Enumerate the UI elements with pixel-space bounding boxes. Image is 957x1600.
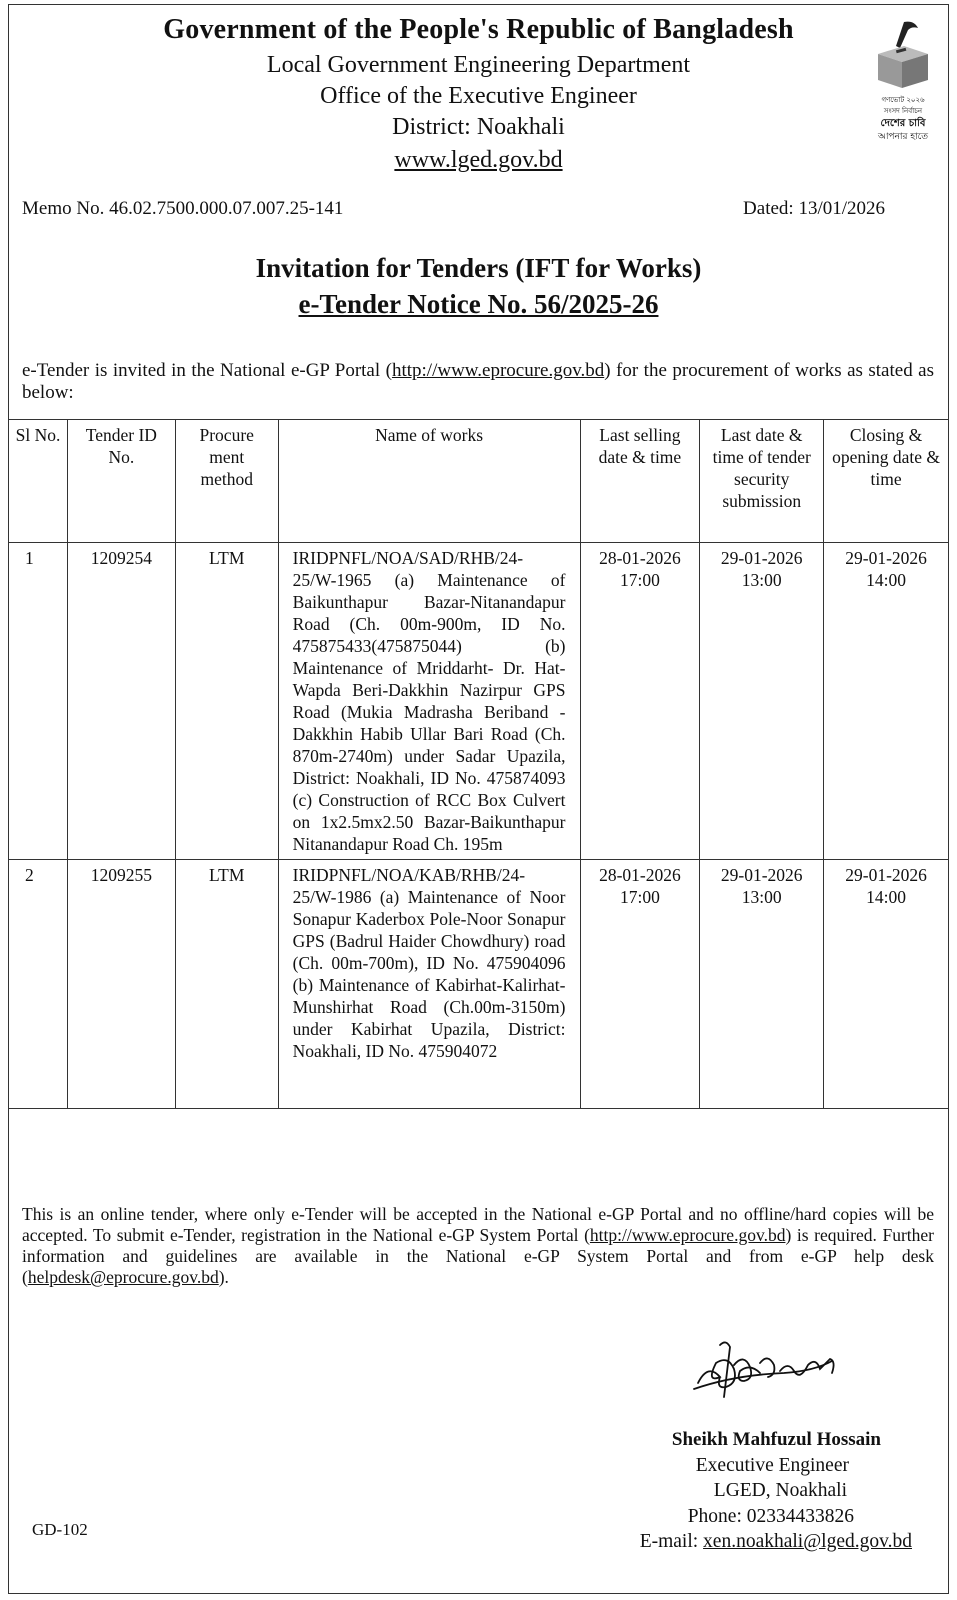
header-department: Local Government Engineering Department (266, 52, 691, 78)
logo-text-2: সংসদ নির্বাচন (883, 107, 923, 115)
table-header-row (9, 420, 949, 543)
signature (690, 1335, 860, 1405)
logo-text-1: গণভোট ২০২৬ (881, 96, 925, 104)
row-method: LTM (175, 543, 278, 860)
row-closing: 29-01-2026 14:00 (824, 543, 949, 860)
row-security: 29-01-2026 13:00 (700, 860, 824, 1109)
signatory-name: Sheikh Mahfuzul Hossain (671, 1429, 881, 1450)
footer-paragraph (22, 1204, 934, 1288)
header-government: Government of the People's Republic of Bangladesh (163, 14, 794, 45)
row-sl: 1 (9, 543, 68, 860)
header-sl: Sl No. (9, 420, 68, 543)
signatory-phone: Phone: 02334433826 (687, 1506, 854, 1527)
header-closing: Closing & opening date & time (824, 420, 949, 543)
logo-text-3: দেশের চাবি (880, 118, 926, 129)
intro-paragraph (22, 360, 934, 404)
signatory-office: LGED, Noakhali (713, 1480, 847, 1501)
footer-text-3: ). (218, 1267, 229, 1287)
signatory-email-link[interactable]: xen.noakhali@lged.gov.bd (703, 1531, 912, 1552)
header-method: Procure ment method (175, 420, 278, 543)
footer-text-1: This is an online tender, where only e-Tender will be accepted in the National e-GP Portal and no offline/hard copies will be accepted. To submit e-Tender, registration in the National e-GP System Portal ( (22, 1204, 934, 1245)
row-tender-id: 1209254 (67, 543, 175, 860)
row-works: IRIDPNFL/NOA/KAB/RHB/24-25/W-1986 (a) Maintenance of Noor Sonapur Kaderbox Pole-Noor Sonapur GPS (Badrul Haider Chowdhury) road (Ch. 00m-700m), ID No. 475904096 (b) Maintenance of Kabirhat-Kalirhat-Munshirhat Road (Ch.00m-3150m) under Kabirhat Upazila, District: Noakhali, ID No. 475904072 (278, 860, 580, 1109)
notice-number: e-Tender Notice No. 56/2025-26 (298, 289, 659, 319)
egp-portal-link[interactable]: http://www.eprocure.gov.bd (391, 360, 605, 381)
footer-text-2: ) is required. Further information and guidelines are available in the National e-GP System Portal and from e-GP help desk ( (22, 1225, 934, 1287)
row-selling: 28-01-2026 17:00 (580, 543, 700, 860)
memo-number: Memo No. 46.02.7500.000.07.007.25-141 (22, 198, 344, 219)
row-selling: 28-01-2026 17:00 (580, 860, 700, 1109)
notice-title: Invitation for Tenders (IFT for Works) (255, 253, 702, 283)
row-sl: 2 (9, 860, 68, 1109)
header-tender-id: Tender ID No. (67, 420, 175, 543)
row-works: IRIDPNFL/NOA/SAD/RHB/24-25/W-1965 (a) Maintenance of Baikunthapur Bazar-Nitanandapur Road (Ch. 00m-900m, ID No. 475875433(475875044) (b) Maintenance of Mriddarht- Dr. Hat-Wapda Beri-Dakkhin Nazirpur GPS Road (Mukia Madrasha Beriband - Dakkhin Habib Ullar Bari Road (Ch. 870m-2740m) under Sadar Upazila, District: Noakhali, ID No. 475874093 (c) Construction of RCC Box Culvert on 1x2.5mx2.50 Bazar-Baikunthapur Nitanandapur Road Ch. 195m (278, 543, 580, 860)
signatory-designation: Executive Engineer (695, 1455, 849, 1476)
row-closing: 29-01-2026 14:00 (824, 860, 949, 1109)
email-label: E-mail: (639, 1531, 704, 1552)
intro-text-before: e-Tender is invited in the National e-GP Portal ( (22, 360, 392, 381)
ballot-box-icon (866, 16, 940, 144)
helpdesk-email-link[interactable]: helpdesk@eprocure.gov.bd (27, 1267, 219, 1287)
header-selling: Last selling date & time (580, 420, 700, 543)
memo-date: Dated: 13/01/2026 (743, 198, 885, 219)
header-website: www.lged.gov.bd (394, 147, 563, 173)
signatory-email-line (640, 1531, 912, 1553)
form-code: GD-102 (32, 1520, 88, 1539)
row-method: LTM (175, 860, 278, 1109)
table-row (9, 543, 949, 860)
header-security: Last date & time of tender security submission (700, 420, 824, 543)
header-office: Office of the Executive Engineer (320, 83, 637, 109)
header-district: District: Noakhali (392, 114, 565, 140)
egp-portal-link-footer[interactable]: http://www.eprocure.gov.bd (589, 1225, 786, 1245)
header-works: Name of works (278, 420, 580, 543)
table-row (9, 860, 949, 1109)
row-security: 29-01-2026 13:00 (700, 543, 824, 860)
tender-table (8, 419, 949, 1109)
logo-text-4: আপনার হাতে (877, 132, 929, 142)
row-tender-id: 1209255 (67, 860, 175, 1109)
intro-text-after: ) for the procurement of works as stated as below: (22, 360, 934, 403)
